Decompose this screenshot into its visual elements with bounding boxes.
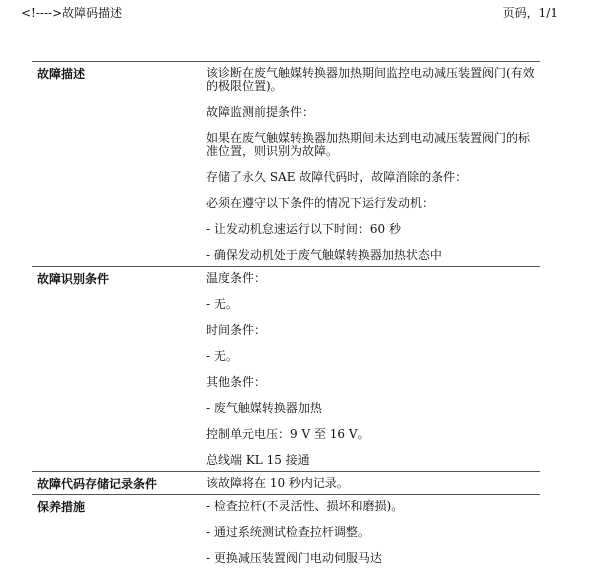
paragraph: 其他条件：: [206, 375, 267, 389]
paragraph: 温度条件：: [206, 271, 267, 285]
paragraph: - 废气触媒转换器加热: [206, 401, 322, 415]
section-maintenance-measures: [32, 495, 540, 570]
paragraph: - 更换减压装置阀门电动伺服马达: [206, 551, 382, 565]
paragraph: 故障监测前提条件：: [206, 105, 315, 119]
paragraph: - 无。: [206, 297, 238, 311]
paragraph: - 无。: [206, 349, 238, 363]
paragraph: 时间条件：: [206, 323, 267, 337]
section-content: [206, 267, 540, 471]
section-content: [206, 62, 540, 266]
section-storage-conditions: [32, 472, 540, 495]
paragraph: - 让发动机怠速运行以下时间：60 秒: [206, 222, 401, 236]
section-label: 故障代码存储记录条件: [37, 477, 158, 491]
section-label: 保养措施: [37, 500, 86, 514]
section-content: [206, 472, 540, 494]
paragraph: 如果在废气触媒转换器加热期间未达到电动减压装置阀门的标准位置，则识别为故障。: [206, 131, 531, 158]
paragraph: 该故障将在 10 秒内记录。: [206, 476, 349, 490]
page-number: 页码，1/1: [502, 6, 558, 20]
breadcrumb: <!---->故障码描述: [21, 6, 123, 20]
page-header: [21, 4, 558, 22]
section-label: 故障描述: [37, 67, 86, 81]
section-fault-description: [32, 62, 540, 267]
paragraph: 控制单元电压：9 V 至 16 V。: [206, 427, 370, 441]
section-content: [206, 495, 540, 569]
paragraph: - 通过系统测试检查拉杆调整。: [206, 525, 370, 539]
paragraph: 存储了永久 SAE 故障代码时，故障消除的条件：: [206, 170, 468, 184]
fault-code-table: [32, 61, 540, 569]
paragraph: - 确保发动机处于废气触媒转换器加热状态中: [206, 248, 442, 262]
paragraph: 该诊断在废气触媒转换器加热期间监控电动减压装置阀门(有效的极限位置)。: [206, 66, 535, 93]
paragraph: - 检查拉杆(不灵活性、损坏和磨损)。: [206, 499, 404, 513]
section-fault-detection-conditions: [32, 267, 540, 472]
section-label: 故障识别条件: [37, 272, 110, 286]
paragraph: 必须在遵守以下条件的情况下运行发动机：: [206, 196, 435, 210]
paragraph: 总线端 KL 15 接通: [206, 453, 310, 467]
